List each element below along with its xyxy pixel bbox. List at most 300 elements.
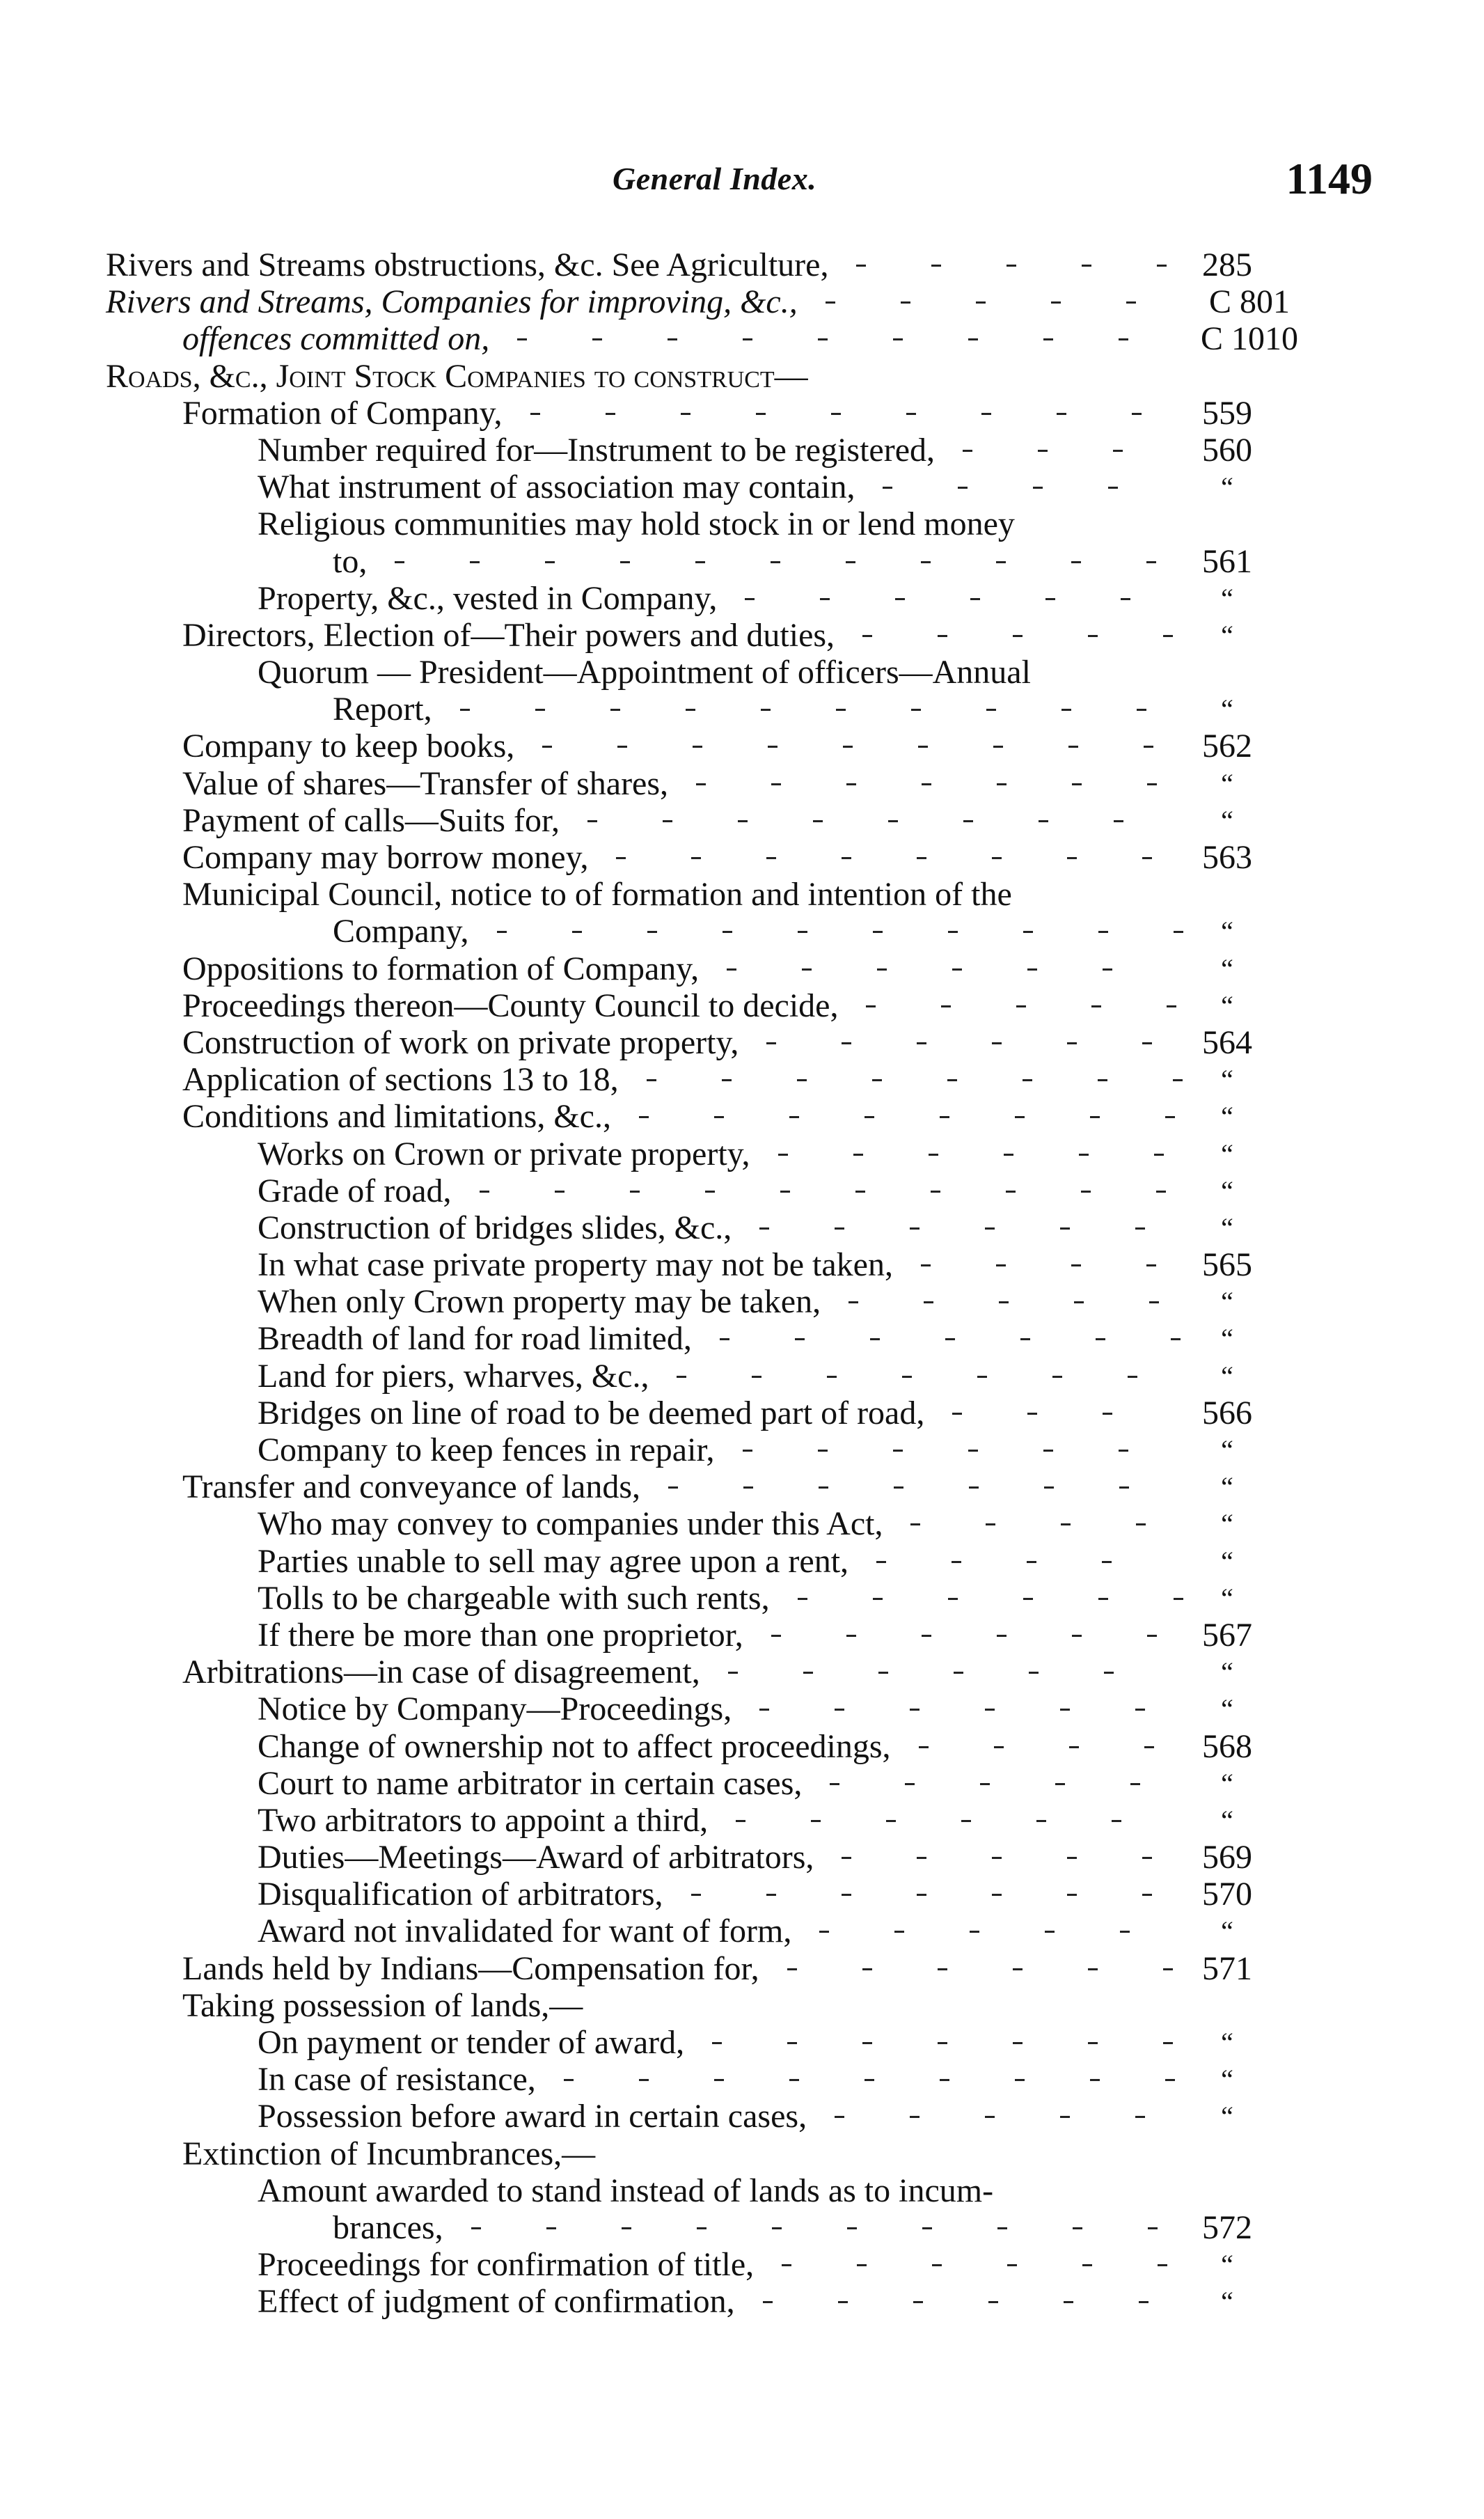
leader-dash	[693, 746, 702, 748]
leader-dash	[1067, 1857, 1077, 1859]
entry-text: Duties—Meetings—Award of arbitrators,	[258, 1839, 814, 1876]
running-head: General Index.	[613, 161, 817, 196]
leader-dash	[1088, 1968, 1098, 1970]
leader-dash	[1130, 1783, 1140, 1785]
entry-text: Property, &c., vested in Company,	[258, 579, 718, 617]
leader-dash	[1132, 413, 1142, 415]
entry-text: Two arbitrators to appoint a third,	[258, 1801, 709, 1839]
page-reference: “	[1221, 1211, 1233, 1243]
page-reference: 569	[1202, 1839, 1252, 1876]
page-reference: “	[1221, 1508, 1233, 1540]
leader-dash	[778, 1154, 788, 1156]
leader-dash	[917, 1894, 926, 1896]
leader-dash	[535, 709, 545, 711]
index-entry	[0, 1136, 1484, 1172]
entry-text: Award not invalidated for want of form,	[258, 1913, 792, 1950]
leader-dash	[1147, 1635, 1157, 1637]
leader-dash	[952, 1413, 962, 1415]
entry-text: Quorum — President—Appointment of officers—Annual	[258, 654, 1031, 691]
leader-dash	[986, 709, 996, 711]
leader-dash	[1154, 1154, 1164, 1156]
entry-text: Works on Crown or private property,	[258, 1135, 750, 1172]
leader-dash	[766, 1894, 776, 1896]
leader-dash	[517, 338, 527, 340]
leader-dash	[696, 783, 706, 785]
leader-dash	[842, 1042, 851, 1044]
page-reference: “	[1221, 804, 1233, 836]
leader-dash	[938, 2042, 947, 2044]
leader-dash	[727, 968, 736, 971]
page-reference: “	[1221, 582, 1233, 614]
leader-dash	[1023, 1598, 1033, 1600]
leader-dash	[917, 1857, 926, 1859]
page-reference: “	[1221, 693, 1233, 725]
page-reference: “	[1221, 1286, 1233, 1318]
leader-dash	[1098, 1598, 1108, 1600]
leader-dash	[1163, 1968, 1173, 1970]
leader-dash	[992, 1857, 1002, 1859]
leader-dash	[1171, 1338, 1181, 1340]
leader-dash	[873, 931, 883, 933]
leader-dash	[668, 1486, 678, 1489]
leader-dash	[1148, 2227, 1158, 2229]
leader-dash	[969, 1486, 979, 1489]
leader-dash	[1156, 1191, 1166, 1193]
entry-text: In what case private property may not be taken,	[258, 1246, 893, 1284]
leader-dash	[838, 2301, 848, 2303]
page-reference: “	[1221, 1804, 1233, 1836]
leader-dash	[681, 413, 690, 415]
leader-dash	[1057, 413, 1066, 415]
index-entry	[0, 1172, 1484, 1209]
leader-dash	[616, 857, 626, 859]
leader-dash	[592, 338, 602, 340]
entry-text: Formation of Company,	[182, 394, 503, 432]
leader-dash	[836, 709, 846, 711]
index-entry	[0, 1431, 1484, 1468]
leader-dash	[771, 783, 781, 785]
leader-dash	[1096, 1338, 1105, 1340]
leader-dash	[1119, 338, 1128, 340]
index-entry	[0, 1654, 1484, 1690]
leader-dash	[963, 450, 972, 452]
leader-dash	[827, 1376, 837, 1378]
entry-text: Company may borrow money,	[182, 839, 589, 876]
index-entry	[0, 246, 1484, 283]
leader-dash	[820, 598, 830, 600]
page-reference: “	[1221, 767, 1233, 799]
leader-dash	[970, 598, 980, 600]
page-reference: “	[1221, 1064, 1233, 1096]
entry-text: Land for piers, wharves, &c.,	[258, 1357, 649, 1395]
leader-dash	[865, 1116, 874, 1118]
leader-dash	[802, 968, 812, 971]
leader-dash	[789, 2079, 799, 2081]
leader-dash	[977, 1376, 987, 1378]
leader-dash	[1158, 2264, 1167, 2266]
leader-dash	[1136, 1523, 1146, 1525]
index-entry	[0, 1802, 1484, 1839]
leader-dash	[1174, 931, 1183, 933]
index-entry	[0, 1617, 1484, 1654]
page-reference: “	[1221, 1656, 1233, 1688]
leader-dash	[460, 709, 470, 711]
index-entry	[0, 358, 1484, 395]
leader-dash	[1007, 2264, 1017, 2266]
leader-dash	[988, 2301, 998, 2303]
leader-dash	[712, 2042, 722, 2044]
page-reference: 562	[1202, 728, 1252, 765]
entry-text: What instrument of association may contain,	[258, 469, 855, 506]
leader-dash	[931, 1191, 940, 1193]
leader-dash	[639, 2079, 649, 2081]
leader-dash	[922, 2227, 932, 2229]
leader-dash	[813, 820, 823, 822]
entry-text: Disqualification of arbitrators,	[258, 1876, 663, 1913]
leader-dash	[1119, 1450, 1128, 1452]
leader-dash	[992, 857, 1002, 859]
leader-dash	[922, 1635, 931, 1637]
leader-dash	[941, 1005, 951, 1007]
leader-dash	[759, 1709, 769, 1711]
leader-dash	[1142, 1042, 1152, 1044]
leader-dash	[961, 1820, 971, 1822]
leader-dash	[471, 2227, 481, 2229]
leader-dash	[958, 487, 968, 489]
entry-text: Court to name arbitrator in certain cases,	[258, 1764, 803, 1802]
leader-dash	[843, 746, 853, 748]
leader-dash	[1069, 1746, 1079, 1748]
leader-dash	[862, 1968, 872, 1970]
leader-dash	[691, 857, 701, 859]
leader-dash	[1064, 2301, 1073, 2303]
index-entry	[0, 432, 1484, 469]
leader-dash	[686, 709, 695, 711]
leader-dash	[1071, 561, 1081, 563]
leader-dash	[743, 338, 752, 340]
leader-dash	[736, 1820, 745, 1822]
leader-dash	[722, 1079, 732, 1081]
entry-text: Conditions and limitations, &c.,	[182, 1098, 611, 1136]
leader-dash	[992, 1894, 1002, 1896]
index-entry	[0, 839, 1484, 876]
page-reference: C 1010	[1200, 320, 1298, 358]
index-entry	[0, 691, 1484, 728]
leader-dash	[1013, 1968, 1023, 1970]
leader-dash	[999, 1301, 1009, 1303]
leader-dash	[921, 1264, 931, 1266]
leader-dash	[1135, 2116, 1145, 2118]
leader-dash	[883, 487, 892, 489]
leader-dash	[1142, 857, 1152, 859]
leader-dash	[985, 2116, 995, 2118]
entry-text: Payment of calls—Suits for,	[182, 801, 560, 839]
index-entry	[0, 2135, 1484, 2172]
entry-text: Lands held by Indians—Compensation for,	[182, 1949, 759, 1987]
leader-dash	[1036, 1820, 1046, 1822]
leader-dash	[1165, 1116, 1175, 1118]
leader-dash	[980, 1783, 990, 1785]
leader-dash	[963, 820, 973, 822]
leader-dash	[842, 1857, 851, 1859]
leader-dash	[1139, 2301, 1148, 2303]
leader-dash	[1007, 265, 1016, 267]
entry-text: Directors, Election of—Their powers and duties,	[182, 616, 835, 654]
entry-text: Proceedings thereon—County Council to decide,	[182, 987, 839, 1024]
leader-dash	[771, 1635, 781, 1637]
leader-dash	[910, 1709, 919, 1711]
leader-dash	[1039, 820, 1048, 822]
leader-dash	[1098, 931, 1108, 933]
leader-dash	[470, 561, 480, 563]
entry-text: Municipal Council, notice to of formation and intention of the	[182, 876, 1012, 913]
leader-dash	[945, 1338, 955, 1340]
leader-dash	[986, 1523, 995, 1525]
index-entry	[0, 1987, 1484, 2024]
index-entry	[0, 320, 1484, 357]
leader-dash	[835, 2116, 844, 2118]
entry-text: Parties unable to sell may agree upon a rent,	[258, 1542, 849, 1580]
leader-dash	[1074, 1301, 1084, 1303]
leader-dash	[1027, 1413, 1037, 1415]
entry-text: On payment or tender of award,	[258, 2024, 685, 2061]
entry-text: Arbitrations—in case of disagreement,	[182, 1654, 700, 1691]
entry-text: In case of resistance,	[258, 2061, 536, 2098]
leader-dash	[1061, 709, 1071, 711]
leader-dash	[830, 1783, 839, 1785]
index-entry	[0, 2098, 1484, 2135]
leader-dash	[842, 857, 851, 859]
leader-dash	[893, 338, 903, 340]
leader-dash	[743, 1486, 753, 1489]
leader-dash	[910, 1227, 919, 1230]
leader-dash	[1114, 820, 1123, 822]
leader-dash	[985, 1709, 995, 1711]
index-entry	[0, 283, 1484, 320]
entry-text: Taking possession of lands,—	[182, 1986, 583, 2024]
leader-dash	[1082, 265, 1091, 267]
leader-dash	[905, 1783, 915, 1785]
leader-dash	[913, 2301, 923, 2303]
index-entry	[0, 1580, 1484, 1617]
index-entries	[0, 246, 1484, 2321]
leader-dash	[738, 820, 748, 822]
page-reference: 564	[1202, 1023, 1252, 1061]
entry-text: Roads, &c., Joint Stock Companies to construct—	[106, 357, 808, 395]
leader-dash	[1120, 1931, 1130, 1933]
entry-text: Construction of work on private property,	[182, 1023, 739, 1061]
page-reference: 565	[1202, 1246, 1252, 1284]
index-entry	[0, 1209, 1484, 1246]
leader-dash	[1142, 1894, 1152, 1896]
leader-dash	[395, 561, 404, 563]
page-reference: 285	[1202, 246, 1252, 283]
entry-text: Change of ownership not to affect proceedings,	[258, 1727, 891, 1765]
leader-dash	[929, 1154, 938, 1156]
leader-dash	[668, 338, 677, 340]
leader-dash	[797, 1079, 807, 1081]
leader-dash	[917, 857, 926, 859]
page-reference: “	[1221, 1545, 1233, 1577]
page-reference: “	[1221, 916, 1233, 948]
leader-dash	[1102, 1561, 1112, 1563]
leader-dash	[948, 1598, 958, 1600]
index-entry	[0, 580, 1484, 617]
leader-dash	[1068, 746, 1078, 748]
page-reference: “	[1221, 1582, 1233, 1614]
index-entry	[0, 543, 1484, 580]
leader-dash	[1173, 1079, 1183, 1081]
leader-dash	[1174, 1598, 1183, 1600]
page-reference: C 801	[1208, 283, 1290, 321]
leader-dash	[695, 561, 705, 563]
leader-dash	[1033, 487, 1043, 489]
leader-dash	[480, 1191, 489, 1193]
index-entry	[0, 876, 1484, 913]
leader-dash	[1157, 265, 1167, 267]
index-entry	[0, 1690, 1484, 1727]
page-reference: “	[1221, 2064, 1233, 2096]
entry-text: Rivers and Streams obstructions, &c. See Agriculture,	[106, 246, 829, 283]
leader-dash	[1004, 1154, 1013, 1156]
leader-dash	[924, 1301, 933, 1303]
leader-dash	[997, 783, 1007, 785]
page-reference: 559	[1202, 394, 1252, 432]
leader-dash	[1060, 1709, 1070, 1711]
leader-dash	[752, 1376, 761, 1378]
page-reference: “	[1221, 952, 1233, 984]
leader-dash	[1113, 450, 1123, 452]
leader-dash	[542, 746, 552, 748]
leader-dash	[906, 413, 916, 415]
leader-dash	[862, 2042, 872, 2044]
page-reference: “	[1221, 1471, 1233, 1503]
index-entry	[0, 950, 1484, 987]
leader-dash	[1027, 968, 1037, 971]
leader-dash	[819, 1486, 828, 1489]
entry-text: Company to keep books,	[182, 728, 515, 765]
leader-dash	[992, 1042, 1002, 1044]
leader-dash	[842, 1894, 851, 1896]
leader-dash	[630, 1191, 640, 1193]
leader-dash	[745, 598, 755, 600]
leader-dash	[865, 2079, 874, 2081]
leader-dash	[848, 1301, 858, 1303]
leader-dash	[910, 2116, 919, 2118]
leader-dash	[994, 1746, 1004, 1748]
page-number: 1149	[1286, 154, 1373, 203]
leader-dash	[1137, 709, 1146, 711]
leader-dash	[714, 2079, 724, 2081]
index-entry	[0, 1061, 1484, 1098]
index-entry	[0, 1395, 1484, 1431]
index-entry	[0, 2061, 1484, 2098]
leader-dash	[1006, 1191, 1016, 1193]
leader-dash	[1044, 1486, 1054, 1489]
leader-dash	[826, 301, 835, 304]
leader-dash	[497, 931, 507, 933]
leader-dash	[622, 2227, 631, 2229]
leader-dash	[1128, 1376, 1137, 1378]
leader-dash	[1013, 635, 1023, 637]
entry-text: Company,	[333, 913, 469, 950]
leader-dash	[938, 635, 947, 637]
entry-text: offences committed on,	[182, 320, 490, 358]
leader-dash	[1165, 2079, 1175, 2081]
index-entry	[0, 1283, 1484, 1320]
entry-text: Bridges on line of road to be deemed part of road,	[258, 1394, 925, 1431]
page-reference: “	[1221, 1175, 1233, 1207]
entry-text: Transfer and conveyance of lands,	[182, 1468, 641, 1506]
leader-dash	[1067, 1042, 1077, 1044]
leader-dash	[981, 413, 991, 415]
index-entry	[0, 654, 1484, 691]
leader-dash	[555, 1191, 565, 1193]
leader-dash	[932, 2264, 942, 2266]
leader-dash	[772, 2227, 782, 2229]
index-entry	[0, 2172, 1484, 2209]
leader-dash	[872, 1079, 882, 1081]
leader-dash	[877, 968, 887, 971]
leader-dash	[705, 1191, 715, 1193]
leader-dash	[1126, 301, 1136, 304]
entry-text: Breadth of land for road limited,	[258, 1320, 692, 1358]
leader-dash	[811, 1820, 821, 1822]
page-reference: “	[1221, 1101, 1233, 1133]
leader-dash	[818, 338, 828, 340]
index-entry	[0, 1246, 1484, 1283]
leader-dash	[1146, 561, 1156, 563]
leader-dash	[835, 1227, 844, 1230]
index-entry	[0, 1728, 1484, 1765]
leader-dash	[1098, 1079, 1107, 1081]
leader-dash	[954, 1672, 963, 1674]
page-reference: “	[1221, 1434, 1233, 1466]
leader-dash	[1029, 1672, 1039, 1674]
index-entry	[0, 1505, 1484, 1542]
index-entry	[0, 1320, 1484, 1357]
page-reference: 567	[1202, 1616, 1252, 1654]
entry-text: Proceedings for confirmation of title,	[258, 2246, 755, 2284]
leader-dash	[798, 1598, 807, 1600]
leader-dash	[948, 931, 958, 933]
leader-dash	[691, 1894, 701, 1896]
page-reference: 571	[1202, 1949, 1252, 1987]
entry-text: Company to keep fences in repair,	[258, 1431, 715, 1468]
index-entry	[0, 987, 1484, 1024]
leader-dash	[940, 2079, 949, 2081]
index-entry	[0, 765, 1484, 802]
leader-dash	[902, 1376, 912, 1378]
leader-dash	[787, 2042, 797, 2044]
entry-text: Possession before award in certain cases,	[258, 2098, 807, 2135]
leader-dash	[993, 746, 1003, 748]
leader-dash	[780, 1191, 790, 1193]
leader-dash	[819, 1931, 829, 1933]
index-entry	[0, 728, 1484, 764]
leader-dash	[1147, 783, 1157, 785]
leader-dash	[1112, 1820, 1121, 1822]
leader-dash	[1142, 1857, 1152, 1859]
leader-dash	[919, 1746, 929, 1748]
entry-text: Number required for—Instrument to be registered,	[258, 431, 936, 469]
leader-dash	[901, 301, 910, 304]
leader-dash	[968, 338, 978, 340]
leader-dash	[1163, 2042, 1173, 2044]
leader-dash	[639, 1116, 649, 1118]
page-reference: “	[1221, 2027, 1233, 2058]
page-reference: “	[1221, 2101, 1233, 2133]
